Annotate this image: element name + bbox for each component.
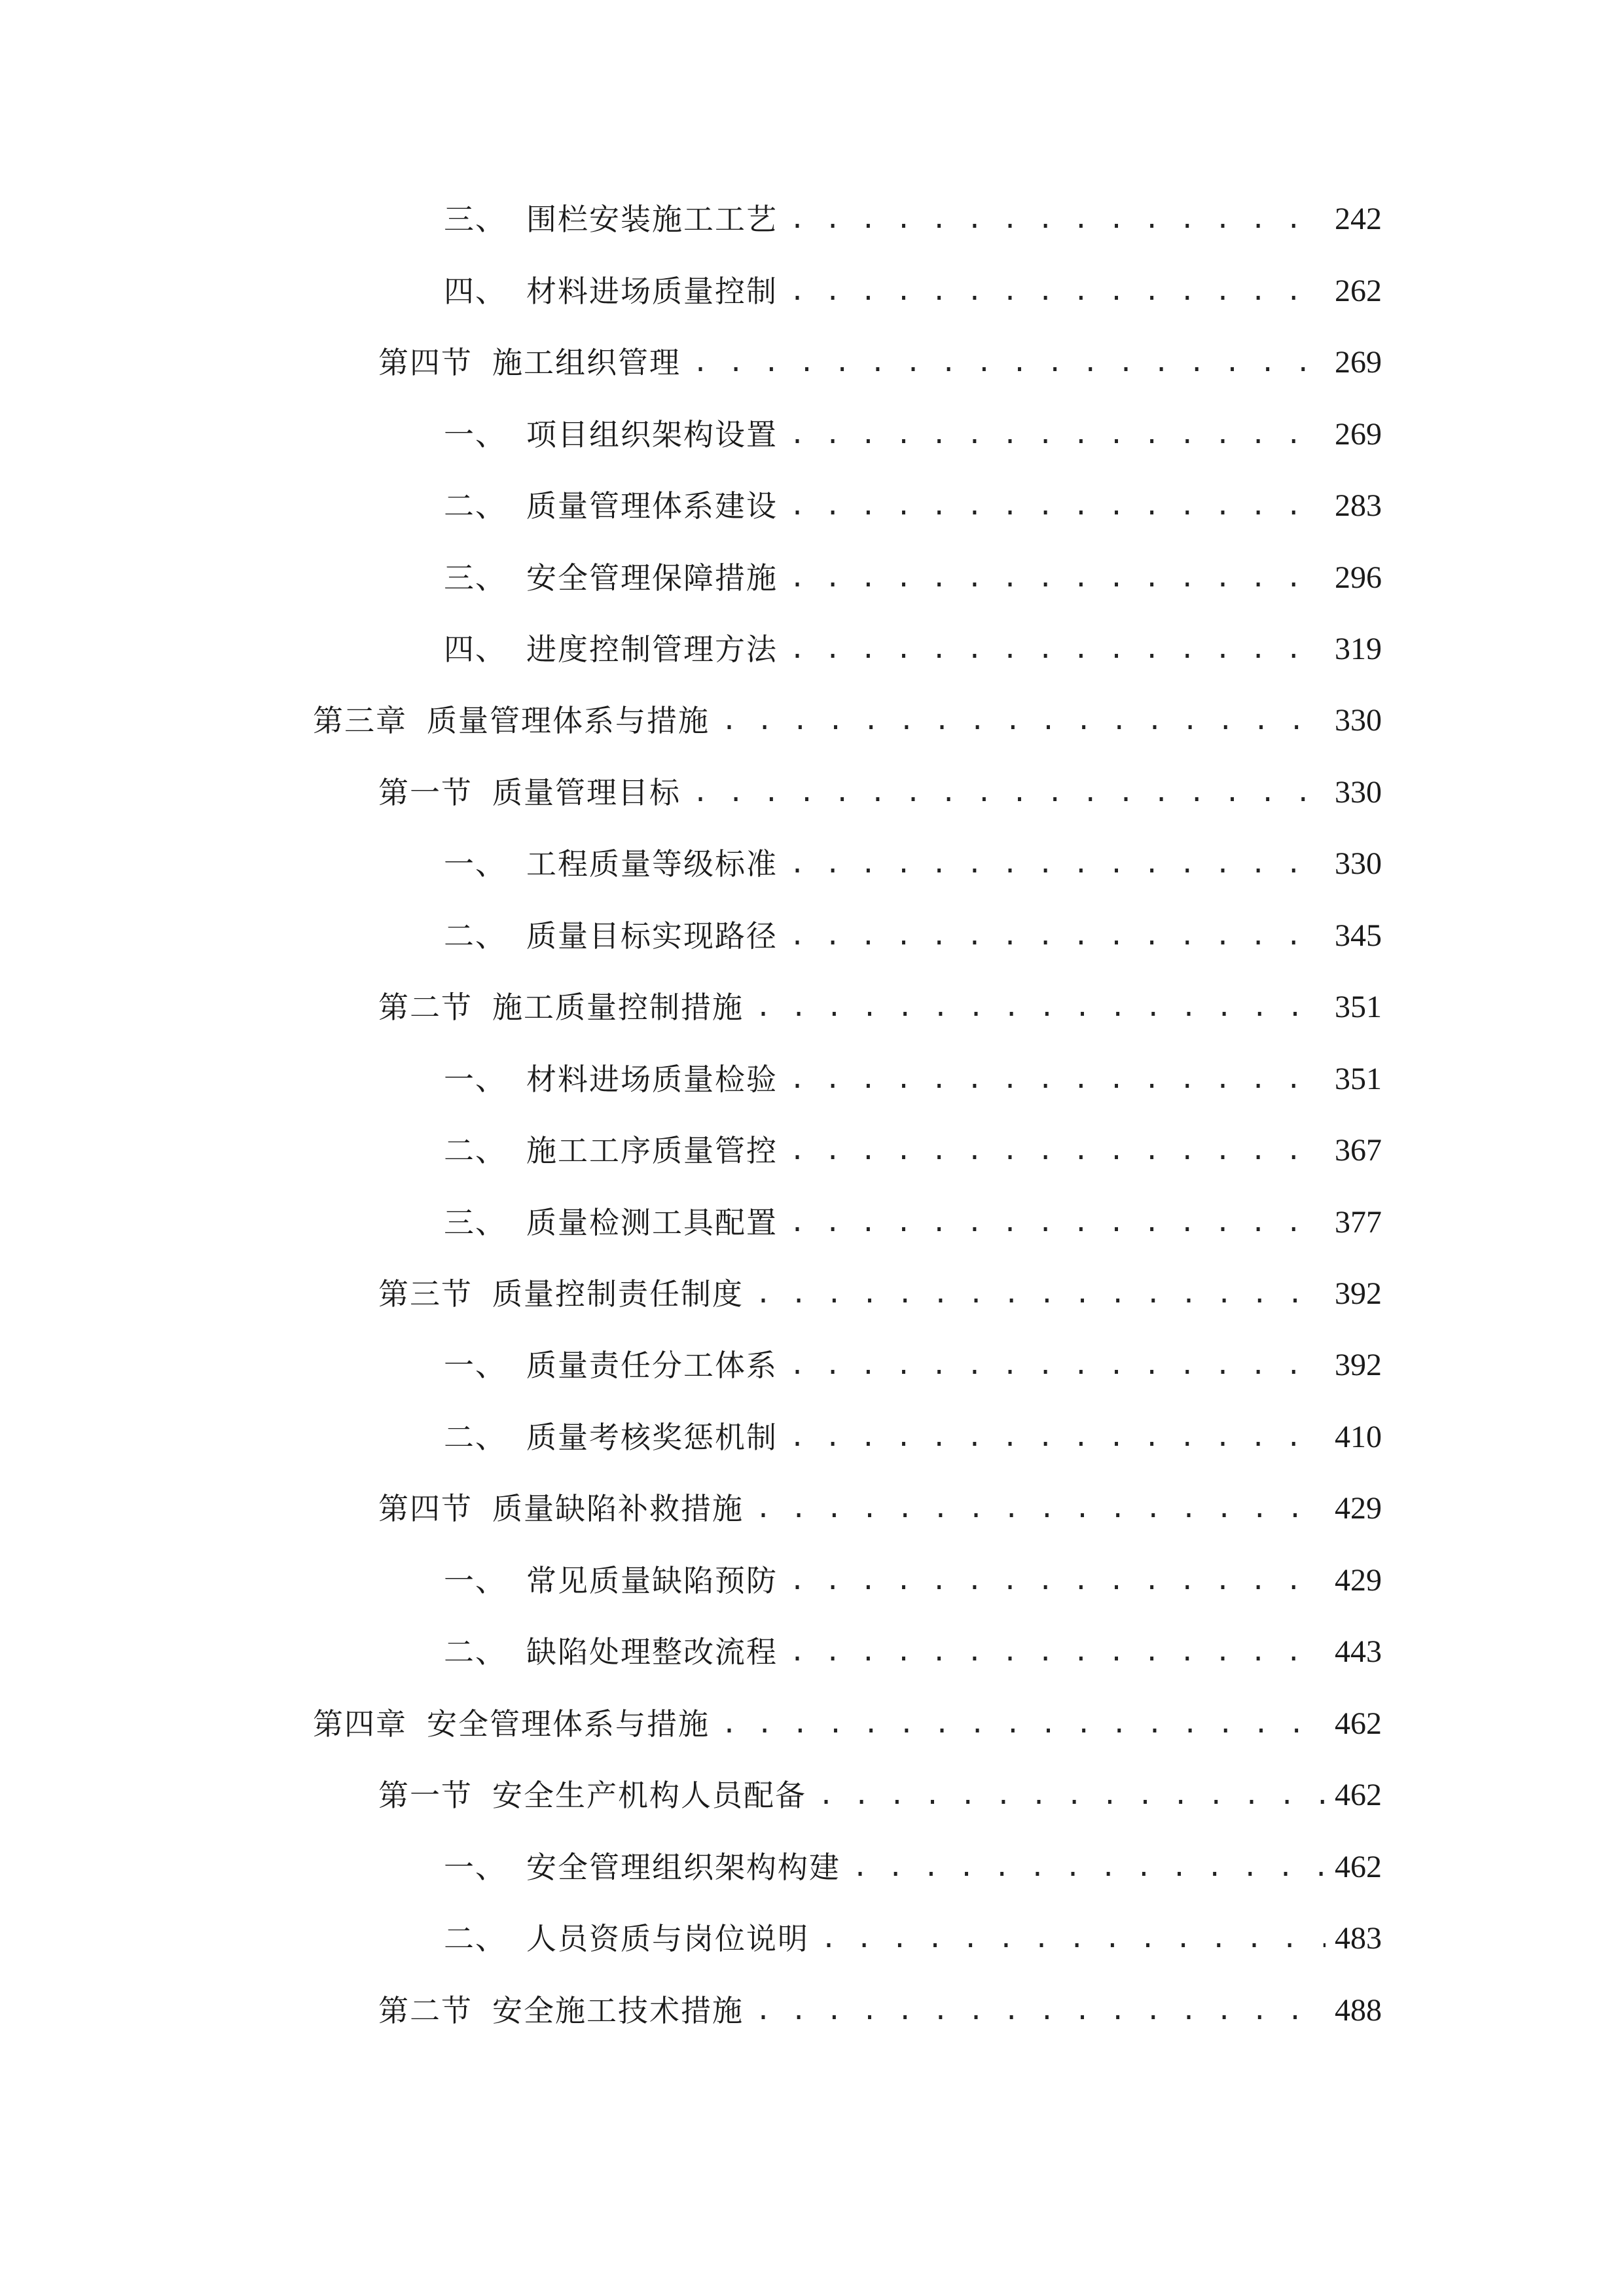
toc-entry[interactable] [444,1124,1382,1177]
entry-title: 进度控制管理方法 [526,632,778,667]
toc-entry[interactable] [444,1554,1382,1607]
page-number: 345 [1335,918,1382,953]
toc-entry[interactable] [378,766,1382,819]
page-number: 392 [1335,1348,1382,1382]
page-number: 330 [1335,775,1382,810]
entry-number: 第三节 [378,1276,473,1312]
toc-entry[interactable] [444,1626,1382,1678]
page-number: 283 [1335,488,1382,523]
toc-entry[interactable] [444,1196,1382,1249]
toc-entry[interactable] [378,336,1382,389]
entry-number: 一、 [444,1348,507,1383]
entry-title: 常见质量缺陷预防 [526,1563,778,1598]
entry-number: 第一节 [378,1778,473,1813]
toc-entry[interactable] [444,1411,1382,1463]
entry-number: 二、 [444,1921,507,1956]
entry-number: 三、 [444,1205,507,1240]
toc-entry[interactable] [444,910,1382,962]
dot-leader [789,910,1326,962]
toc-entry[interactable] [378,1268,1382,1320]
dot-leader [789,1053,1326,1105]
dot-leader [821,1912,1326,1965]
page-number: 377 [1335,1205,1382,1240]
entry-title: 人员资质与岗位说明 [526,1921,809,1956]
page-number: 462 [1335,1778,1382,1812]
toc-entry[interactable] [444,408,1382,461]
entry-title: 施工工序质量管控 [526,1133,778,1168]
entry-number: 一、 [444,417,507,452]
dot-leader [789,1124,1326,1177]
toc-entry[interactable] [378,1984,1382,2037]
entry-number: 四、 [444,632,507,667]
entry-number: 第二节 [378,1993,473,2028]
entry-title: 缺陷处理整改流程 [526,1634,778,1670]
entry-title: 项目组织架构设置 [526,417,778,452]
toc-entry[interactable] [313,694,1382,747]
entry-number: 第四节 [378,345,473,380]
dot-leader [789,408,1326,461]
toc-entry[interactable] [378,1482,1382,1535]
dot-leader [755,981,1326,1033]
toc-entry[interactable] [444,623,1382,675]
dot-leader [789,1339,1326,1391]
page-number: 319 [1335,632,1382,666]
entry-title: 质量缺陷补救措施 [492,1491,744,1526]
entry-number: 三、 [444,202,507,237]
page-number: 330 [1335,703,1382,738]
dot-leader [721,1698,1326,1750]
toc-entry[interactable] [313,1698,1382,1750]
dot-leader [789,838,1326,890]
dot-leader [789,1196,1326,1249]
toc-entry[interactable] [444,1339,1382,1391]
entry-title: 安全管理体系与措施 [427,1706,710,1742]
entry-title: 质量目标实现路径 [526,918,778,954]
dot-leader [755,1984,1326,2037]
entry-title: 安全生产机构人员配备 [492,1778,806,1813]
entry-title: 质量检测工具配置 [526,1205,778,1240]
dot-leader [789,623,1326,675]
entry-title: 质量考核奖惩机制 [526,1420,778,1455]
entry-title: 质量管理目标 [492,775,681,810]
page-number: 488 [1335,1993,1382,2028]
page-number: 443 [1335,1634,1382,1669]
page-number: 296 [1335,560,1382,595]
page-number: 351 [1335,990,1382,1024]
dot-leader [789,1411,1326,1463]
entry-title: 安全管理组织架构构建 [526,1850,840,1885]
page-number: 462 [1335,1706,1382,1741]
page-number: 269 [1335,417,1382,452]
toc-entry[interactable] [444,838,1382,890]
entry-number: 一、 [444,1062,507,1097]
entry-number: 第四节 [378,1491,473,1526]
dot-leader [852,1841,1326,1893]
entry-number: 第一节 [378,775,473,810]
page-number: 462 [1335,1850,1382,1884]
page-number: 483 [1335,1921,1382,1956]
entry-title: 安全管理保障措施 [526,560,778,596]
page-number: 242 [1335,202,1382,236]
entry-number: 二、 [444,1420,507,1455]
entry-title: 安全施工技术措施 [492,1993,744,2028]
page-number: 392 [1335,1276,1382,1311]
entry-number: 第三章 [313,703,407,738]
dot-leader [789,480,1326,532]
entry-title: 围栏安装施工工艺 [526,202,778,237]
toc-entry[interactable] [378,981,1382,1033]
entry-number: 第四章 [313,1706,407,1742]
toc-entry[interactable] [444,1841,1382,1893]
entry-title: 材料进场质量检验 [526,1062,778,1097]
dot-leader [755,1268,1326,1320]
toc-entry[interactable] [444,480,1382,532]
page-number: 429 [1335,1491,1382,1526]
toc-entry[interactable] [444,1053,1382,1105]
dot-leader [789,1554,1326,1607]
entry-number: 一、 [444,1850,507,1885]
page-number: 410 [1335,1420,1382,1454]
entry-number: 四、 [444,274,507,309]
entry-number: 二、 [444,918,507,954]
entry-title: 质量责任分工体系 [526,1348,778,1383]
entry-number: 第二节 [378,990,473,1025]
entry-title: 工程质量等级标准 [526,846,778,882]
dot-leader [789,265,1326,317]
entry-number: 二、 [444,1634,507,1670]
toc-entry[interactable] [444,265,1382,317]
toc-entry[interactable] [444,193,1382,245]
dot-leader [693,766,1326,819]
page-number: 269 [1335,345,1382,380]
dot-leader [818,1769,1326,1821]
entry-title: 材料进场质量控制 [526,274,778,309]
dot-leader [789,1626,1326,1678]
dot-leader [789,193,1326,245]
entry-title: 施工质量控制措施 [492,990,744,1025]
page-number: 351 [1335,1062,1382,1096]
entry-number: 一、 [444,846,507,882]
dot-leader [693,336,1326,389]
entry-number: 二、 [444,488,507,524]
toc-entry[interactable] [378,1769,1382,1821]
dot-leader [789,552,1326,604]
page-number: 330 [1335,846,1382,881]
entry-number: 一、 [444,1563,507,1598]
page-number: 262 [1335,274,1382,308]
dot-leader [755,1482,1326,1535]
entry-number: 二、 [444,1133,507,1168]
entry-title: 施工组织管理 [492,345,681,380]
toc-entry[interactable] [444,1912,1382,1965]
entry-number: 三、 [444,560,507,596]
entry-title: 质量控制责任制度 [492,1276,744,1312]
entry-title: 质量管理体系建设 [526,488,778,524]
dot-leader [721,694,1326,747]
page-number: 429 [1335,1563,1382,1598]
page-number: 367 [1335,1133,1382,1168]
entry-title: 质量管理体系与措施 [427,703,710,738]
toc-entry[interactable] [444,552,1382,604]
